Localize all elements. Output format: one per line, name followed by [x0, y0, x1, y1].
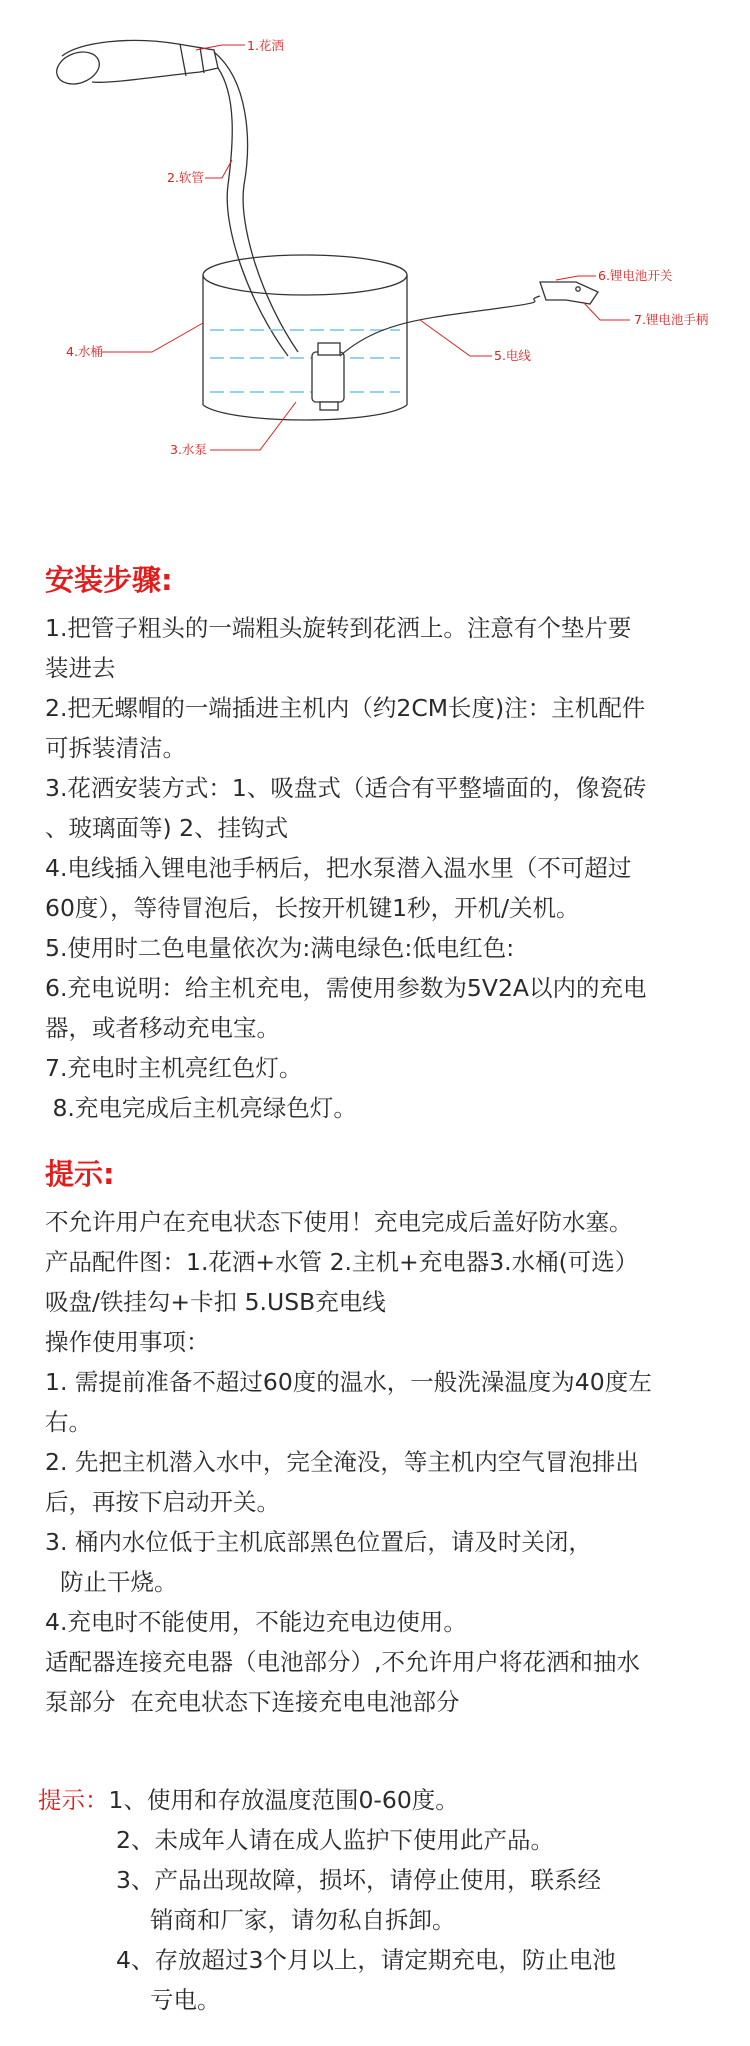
install-steps	[45, 608, 725, 1128]
note-item: 3、产品出现故障，损坏，请停止使用，联系经	[116, 1866, 601, 1894]
note-item: 2、未成年人请在成人监护下使用此产品。	[116, 1826, 554, 1854]
notes-row	[38, 1980, 728, 2020]
tips-line: 2. 先把主机潜入水中，完全淹没，等主机内空气冒泡排出	[45, 1448, 639, 1476]
install-line: 装进去	[45, 654, 116, 682]
safety-notes	[38, 1780, 728, 2020]
install-line: 、玻璃面等) 2、挂钩式	[45, 814, 289, 842]
install-line: 可拆装清洁。	[45, 734, 186, 762]
tips-line: 操作使用事项：	[45, 1328, 210, 1356]
install-line: 8.充电完成后主机亮绿色灯。	[45, 1094, 357, 1122]
tips-line: 后，再按下启动开关。	[45, 1488, 280, 1516]
tips-text	[45, 1202, 725, 1722]
install-line: 5.使用时二色电量依次为:满电绿色:低电红色:	[45, 934, 515, 962]
install-line: 3.花洒安装方式：1、吸盘式（适合有平整墙面的，像瓷砖	[45, 774, 647, 802]
tips-line: 适配器连接充电器（电池部分）,不允许用户将花洒和抽水	[45, 1648, 640, 1676]
install-heading: 安装步骤:	[45, 563, 173, 597]
install-line: 7.充电时主机亮红色灯。	[45, 1054, 303, 1082]
install-line: 1.把管子粗头的一端粗头旋转到花洒上。注意有个垫片要	[45, 614, 632, 642]
notes-row	[38, 1900, 728, 1940]
label-battery-handle: 7.锂电池手柄	[634, 312, 709, 327]
note-item: 销商和厂家，请勿私自拆卸。	[150, 1906, 456, 1934]
tips-heading: 提示:	[45, 1157, 115, 1191]
note-item: 1、使用和存放温度范围0-60度。	[108, 1786, 459, 1814]
water-lines	[210, 330, 400, 392]
label-battery-switch: 6.锂电池开关	[598, 268, 673, 283]
callout-lines	[102, 45, 630, 450]
install-line: 器，或者移动充电宝。	[45, 1014, 280, 1042]
tips-line: 不允许用户在充电状态下使用！充电完成后盖好防水塞。	[45, 1208, 633, 1236]
instructions	[45, 560, 725, 1722]
install-line: 4.电线插入锂电池手柄后，把水泵潜入温水里（不可超过	[45, 854, 632, 882]
label-pump: 3.水泵	[170, 442, 207, 457]
install-line: 60度），等待冒泡后，长按开机键1秒，开机/关机。	[45, 894, 580, 922]
label-shower-head: 1.花洒	[247, 38, 284, 53]
tips-line: 4.充电时不能使用，不能边充电边使用。	[45, 1608, 467, 1636]
battery-handle-illustration	[540, 282, 598, 304]
notes-row	[38, 1860, 728, 1900]
label-wire: 5.电线	[494, 348, 531, 363]
tips-line: 右。	[45, 1408, 92, 1436]
tips-line: 泵部分 在充电状态下连接充电电池部分	[45, 1688, 460, 1716]
tips-line: 防止干烧。	[45, 1568, 178, 1596]
label-bucket: 4.水桶	[66, 344, 103, 359]
pump-illustration	[312, 343, 344, 410]
notes-label: 提示：	[38, 1786, 109, 1814]
bucket-illustration	[203, 255, 407, 420]
notes-row	[38, 1780, 728, 1820]
label-hose: 2.软管	[167, 170, 204, 185]
wire-illustration	[340, 296, 540, 356]
tips-line: 产品配件图：1.花洒+水管 2.主机+充电器3.水桶(可选）	[45, 1248, 639, 1276]
tips-line: 吸盘/铁挂勾+卡扣 5.USB充电线	[45, 1288, 386, 1316]
hose-illustration	[214, 52, 298, 356]
shower-head-illustration	[52, 40, 218, 89]
notes-row	[38, 1820, 728, 1860]
tips-line: 1. 需提前准备不超过60度的温水，一般洗澡温度为40度左	[45, 1368, 652, 1396]
install-line: 6.充电说明：给主机充电，需使用参数为5V2A以内的充电	[45, 974, 647, 1002]
notes-row	[38, 1940, 728, 1980]
note-item: 4、存放超过3个月以上，请定期充电，防止电池	[116, 1946, 616, 1974]
tips-line: 3. 桶内水位低于主机底部黑色位置后，请及时关闭，	[45, 1528, 592, 1556]
note-item: 亏电。	[150, 1986, 221, 2014]
install-line: 2.把无螺帽的一端插进主机内（约2CM长度)注：主机配件	[45, 694, 646, 722]
product-diagram	[0, 0, 750, 520]
